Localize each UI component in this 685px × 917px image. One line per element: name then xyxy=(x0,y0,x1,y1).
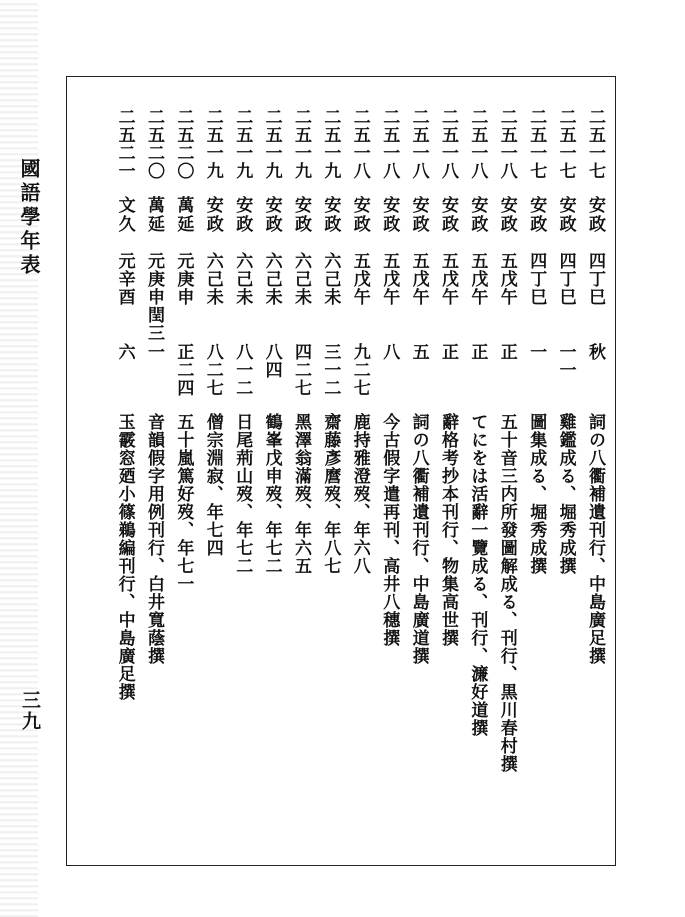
entry-month: 正 xyxy=(467,343,488,361)
entry-era: 文久 xyxy=(114,196,135,234)
table-row xyxy=(460,108,490,808)
entry-era: 安政 xyxy=(320,196,341,234)
entry-era-year: 元庚申 xyxy=(173,252,194,306)
entry-year: 二五一九 xyxy=(320,108,341,180)
entry-month: 一 xyxy=(526,343,547,361)
entry-era: 安政 xyxy=(467,196,488,234)
table-row xyxy=(519,108,549,808)
running-header: 國語學年表 xyxy=(17,158,41,278)
entry-era-year: 五戊午 xyxy=(496,252,517,306)
entry-era: 萬延 xyxy=(173,196,194,234)
table-row xyxy=(372,108,402,808)
entry-text: 詞の八衢補遺刊行、中島廣道撰 xyxy=(408,413,429,665)
entry-month: 三一二 xyxy=(320,343,341,397)
entry-text: 詞の八衢補遺刊行、中島廣足撰 xyxy=(585,413,605,665)
entry-text: 鹿持雅澄歿、年六八 xyxy=(349,413,370,575)
table-row xyxy=(225,108,255,808)
table-row xyxy=(313,108,343,808)
entry-era-year: 四丁巳 xyxy=(585,252,605,306)
entry-year: 二五一九 xyxy=(261,108,282,180)
entry-month: 八一二 xyxy=(232,343,253,397)
entry-era: 萬延 xyxy=(144,196,164,234)
entry-era-year: 五戊午 xyxy=(467,252,488,306)
entry-era: 安政 xyxy=(379,196,400,234)
entry-month: 秋 xyxy=(585,343,605,361)
table-row xyxy=(137,108,167,808)
entry-era-year: 四丁巳 xyxy=(555,252,576,306)
entry-era: 安政 xyxy=(261,196,282,234)
entry-era-year: 六己未 xyxy=(232,252,253,306)
table-row xyxy=(402,108,432,808)
page-edge-shadow xyxy=(0,0,38,917)
table-row xyxy=(284,108,314,808)
entry-month: 正 xyxy=(438,343,458,361)
entry-text: 今古假字遣再刊、高井八穗撰 xyxy=(379,413,400,647)
entry-text: てにをは活辭一覽成る、刊行、濂好道撰 xyxy=(467,413,488,737)
entry-era: 安政 xyxy=(585,196,605,234)
entry-era-year: 四丁巳 xyxy=(526,252,547,306)
entry-era-year: 元庚申閏三 xyxy=(144,252,164,342)
entry-era: 安政 xyxy=(438,196,458,234)
entry-era-year: 六己未 xyxy=(291,252,311,306)
entry-year: 二五一八 xyxy=(467,108,488,180)
table-row xyxy=(578,108,608,808)
entry-month: 八二七 xyxy=(202,343,223,397)
entry-month: 正二四 xyxy=(173,343,194,397)
table-row xyxy=(490,108,520,808)
entry-era-year: 五戊午 xyxy=(379,252,400,306)
entry-year: 二五一八 xyxy=(438,108,458,180)
entry-text: 圖集成る、堀秀成撰 xyxy=(526,413,547,575)
entry-year: 二五一八 xyxy=(408,108,429,180)
entry-era: 安政 xyxy=(291,196,311,234)
entry-month: 一 xyxy=(144,343,164,361)
entry-text: 日尾荊山歿、年七二 xyxy=(232,413,253,575)
entry-text: 玉霰窓廼小篠鵜編刊行、中島廣足撰 xyxy=(114,413,135,701)
entry-text: 雞鑑成る、堀秀成撰 xyxy=(555,413,576,575)
entry-month: 一一 xyxy=(555,343,576,379)
entry-year: 二五一七 xyxy=(585,108,605,180)
entry-year: 二五一七 xyxy=(526,108,547,180)
entry-era: 安政 xyxy=(349,196,370,234)
entry-year: 二五一八 xyxy=(379,108,400,180)
entry-era: 安政 xyxy=(526,196,547,234)
entry-month: 八 xyxy=(379,343,400,361)
entry-text: 鶴峯戊申歿、年七二 xyxy=(261,413,282,575)
table-row xyxy=(108,108,138,808)
entry-era: 安政 xyxy=(408,196,429,234)
entry-era: 安政 xyxy=(202,196,223,234)
entry-text: 辭格考抄本刊行、物集高世撰 xyxy=(438,413,458,647)
entry-year: 二五一九 xyxy=(291,108,311,180)
entry-text: 黑澤翁滿歿、年六五 xyxy=(291,413,311,575)
entry-text: 五十音三内所發圖解成る、刊行、黒川春村撰 xyxy=(496,413,517,773)
table-row xyxy=(549,108,579,808)
table-row xyxy=(431,108,461,808)
entry-month: 五 xyxy=(408,343,429,361)
entry-era: 安政 xyxy=(555,196,576,234)
entry-era-year: 六己未 xyxy=(261,252,282,306)
entry-year: 二五二一 xyxy=(114,108,135,180)
entry-year: 二五一七 xyxy=(555,108,576,180)
entry-era: 安政 xyxy=(496,196,517,234)
entry-era-year: 五戊午 xyxy=(349,252,370,306)
entry-year: 二五一九 xyxy=(202,108,223,180)
entry-month: 九二七 xyxy=(349,343,370,397)
entry-text: 僧宗淵寂、年七四 xyxy=(202,413,223,557)
entry-text: 音韻假字用例刊行、白井寬蔭撰 xyxy=(144,413,164,665)
entry-text: 五十嵐篤好歿、年七一 xyxy=(173,413,194,593)
entry-month: 六 xyxy=(114,343,135,361)
table-row xyxy=(343,108,373,808)
entry-month: 正 xyxy=(496,343,517,361)
entry-year: 二五二〇 xyxy=(144,108,164,180)
entry-year: 二五一九 xyxy=(232,108,253,180)
entry-era-year: 五戊午 xyxy=(408,252,429,306)
entry-era-year: 五戊午 xyxy=(438,252,458,306)
entry-month: 四二七 xyxy=(291,343,311,397)
entry-era-year: 六己未 xyxy=(320,252,341,306)
entry-year: 二五一八 xyxy=(349,108,370,180)
entry-year: 二五二〇 xyxy=(173,108,194,180)
entry-year: 二五一八 xyxy=(496,108,517,180)
entry-era-year: 六己未 xyxy=(202,252,223,306)
entry-era: 安政 xyxy=(232,196,253,234)
table-row xyxy=(196,108,226,808)
entry-era-year: 元辛酉 xyxy=(114,252,135,306)
table-row xyxy=(255,108,285,808)
page-number: 三九 xyxy=(19,690,41,732)
entry-month: 八四 xyxy=(261,343,282,379)
entry-text: 齋藤彥麿歿、年八七 xyxy=(320,413,341,575)
table-row xyxy=(166,108,196,808)
